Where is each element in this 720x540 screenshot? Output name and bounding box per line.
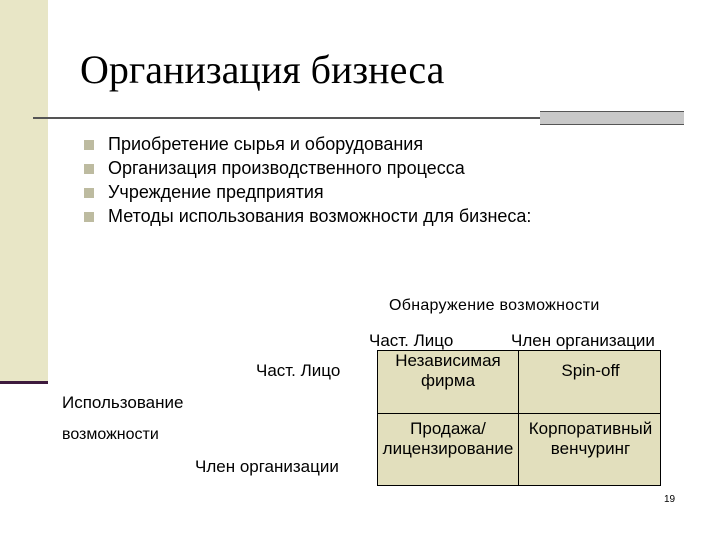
matrix-col-header-private: Част. Лицо xyxy=(369,331,454,350)
square-bullet-icon xyxy=(84,164,94,174)
bullet-text: Приобретение сырья и оборудования xyxy=(108,134,424,154)
matrix-top-header: Обнаружение возможности xyxy=(389,297,600,314)
bullet-text: Организация производственного процесса xyxy=(108,158,465,178)
matrix-row-header-member: Член организации xyxy=(195,457,339,476)
matrix-col-header-member: Член организации xyxy=(511,331,655,350)
cell-line: Продажа/ xyxy=(410,419,486,438)
matrix-row-header-private: Част. Лицо xyxy=(256,361,341,380)
opportunity-matrix xyxy=(377,350,661,486)
matrix-side-header-line1: Использование xyxy=(62,393,184,412)
matrix-divider-horizontal xyxy=(378,413,660,414)
matrix-cell-spin-off xyxy=(519,361,662,381)
bullet-item xyxy=(84,156,531,180)
bullet-item xyxy=(84,204,531,228)
sidebar-accent-line xyxy=(0,381,48,384)
square-bullet-icon xyxy=(84,140,94,150)
bullet-text: Методы использования возможности для бизнеса: xyxy=(108,206,532,226)
cell-line: Spin-off xyxy=(561,361,620,380)
matrix-cell-licensing xyxy=(378,419,518,459)
square-bullet-icon xyxy=(84,212,94,222)
cell-line: Независимая xyxy=(395,351,501,370)
title-divider-box xyxy=(540,111,684,125)
bullet-item xyxy=(84,180,531,204)
title-divider xyxy=(33,117,540,119)
cell-line: венчуринг xyxy=(550,439,631,458)
slide-title: Организация бизнеса xyxy=(80,47,445,92)
page-number: 19 xyxy=(664,494,676,505)
bullet-list xyxy=(84,132,531,228)
sidebar-decoration xyxy=(0,0,48,383)
cell-line: Корпоративный xyxy=(528,419,653,438)
cell-line: фирма xyxy=(420,371,476,390)
matrix-cell-independent-firm xyxy=(378,351,518,391)
cell-line: лицензирование xyxy=(382,439,514,458)
square-bullet-icon xyxy=(84,188,94,198)
bullet-item xyxy=(84,132,531,156)
bullet-text: Учреждение предприятия xyxy=(108,182,324,202)
matrix-side-header-line2: возможности xyxy=(62,426,159,443)
matrix-cell-corporate-venturing xyxy=(519,419,662,459)
